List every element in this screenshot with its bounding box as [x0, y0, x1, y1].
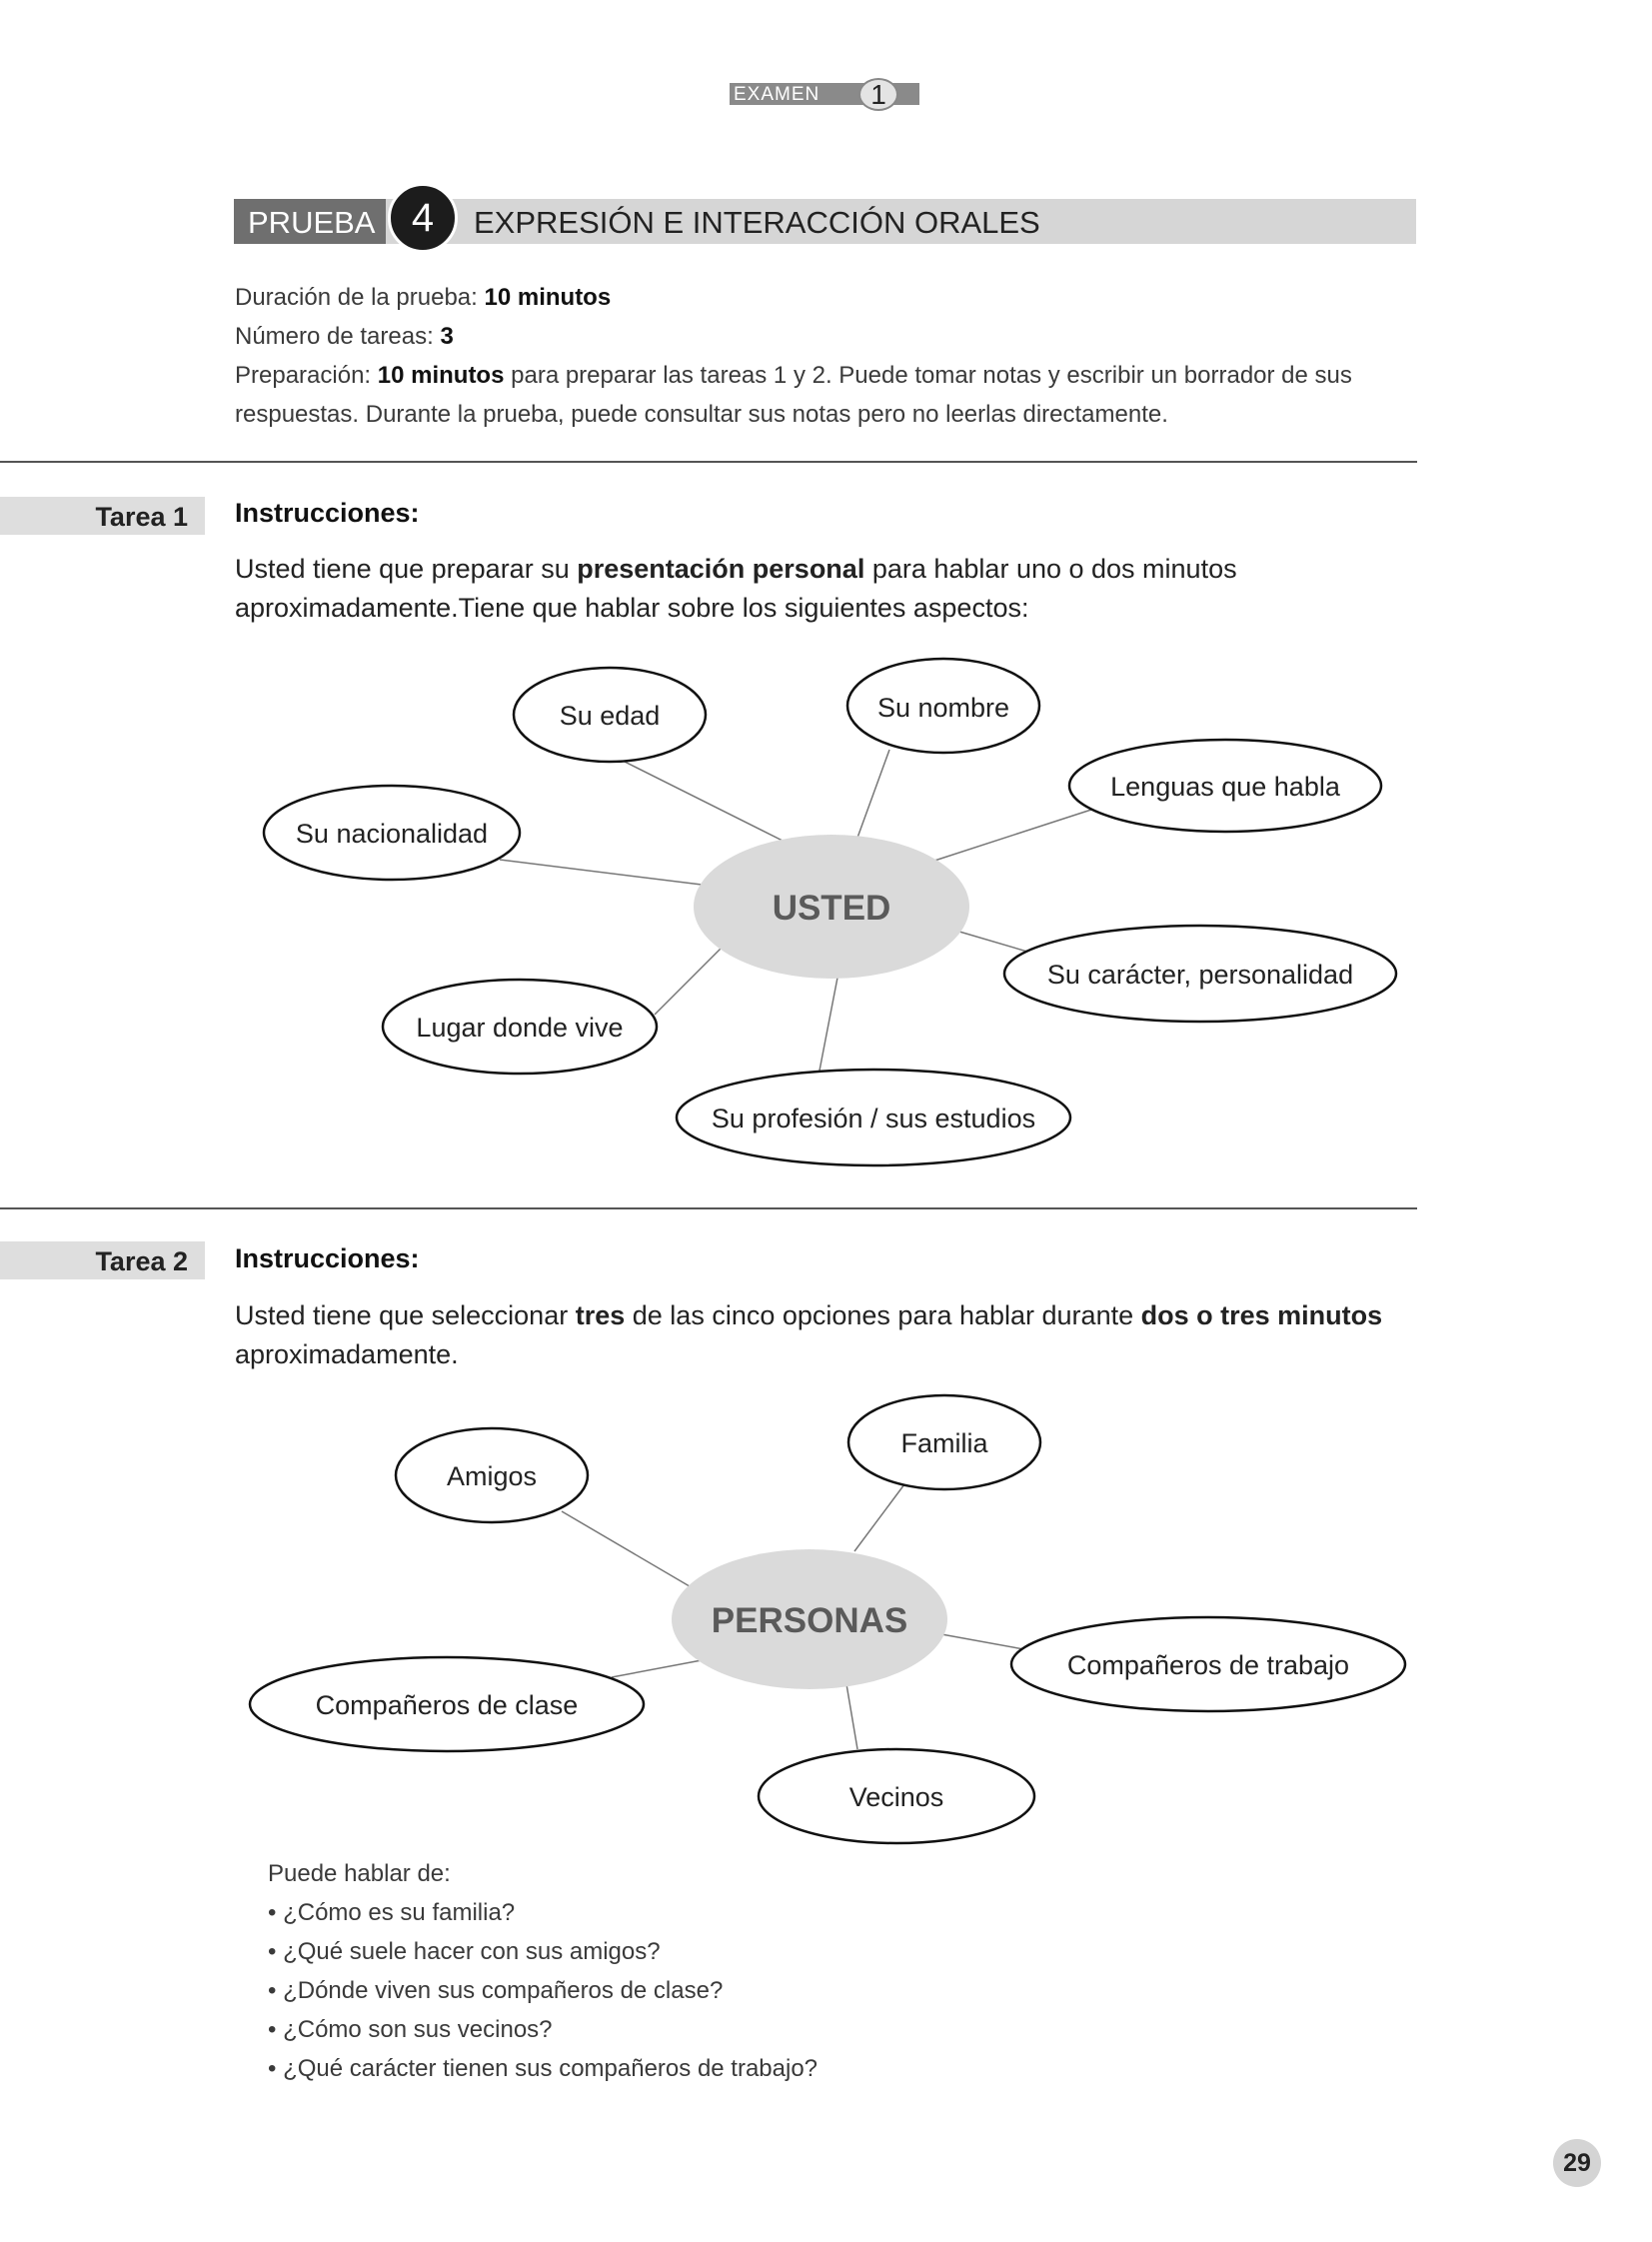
tarea-2-instructions — [235, 1296, 1419, 1374]
tarea-2-text-before: Usted tiene que seleccionar — [235, 1300, 569, 1330]
prueba-number: 4 — [388, 183, 458, 253]
node-label-vecinos: Vecinos — [848, 1782, 944, 1812]
hablar-list-block — [268, 1854, 1167, 2088]
list-item: • ¿Cómo es su familia? — [268, 1899, 516, 1926]
connector-companeros-trabajo — [941, 1634, 1029, 1650]
center-label-usted: USTED — [772, 889, 891, 928]
examen-number: 1 — [858, 78, 898, 111]
list-item: • ¿Qué carácter tienen sus compañeros de trabajo? — [268, 2055, 819, 2082]
examen-label: EXAMEN — [734, 84, 821, 105]
connector-lugar — [655, 945, 725, 1015]
tarea-2-text-bold1: tres — [575, 1300, 626, 1330]
tarea-2-label-box — [0, 1241, 205, 1279]
page-number: 29 — [1553, 2139, 1601, 2187]
list-item: • ¿Dónde viven sus compañeros de clase? — [268, 1977, 724, 2004]
node-label-companeros-trabajo: Compañeros de trabajo — [1066, 1650, 1350, 1680]
node-label-lenguas: Lenguas que habla — [1110, 772, 1340, 802]
node-label-amigos: Amigos — [446, 1461, 538, 1491]
node-label-companeros-clase: Compañeros de clase — [315, 1690, 579, 1720]
separator-2 — [0, 1207, 1417, 1209]
connector-lenguas — [931, 810, 1091, 862]
connector-profesion — [820, 978, 837, 1071]
tarea-1-label: Tarea 1 — [95, 502, 188, 532]
hablar-label: Puede hablar de: — [268, 1860, 451, 1887]
node-label-profesion: Su profesión / sus estudios — [711, 1104, 1036, 1133]
node-label-su-nombre: Su nombre — [876, 693, 1010, 723]
connector-su-edad — [617, 758, 785, 842]
tareas-value: 3 — [440, 323, 454, 350]
tarea-2-text-after: aproximadamente. — [235, 1339, 459, 1369]
preparacion-label: Preparación: — [235, 362, 372, 389]
connector-su-nombre — [857, 750, 889, 838]
tarea-2-text-middle: de las cinco opciones para hablar durante — [632, 1300, 1134, 1330]
tarea-1-heading: Instrucciones: — [235, 498, 420, 528]
node-label-caracter: Su carácter, personalidad — [1046, 960, 1354, 990]
node-label-lugar: Lugar donde vive — [416, 1013, 624, 1043]
tarea-2-heading: Instrucciones: — [235, 1243, 420, 1273]
preparacion-value: 10 minutos — [377, 362, 505, 389]
tarea-2-text-bold2: dos o tres minutos — [1140, 1300, 1383, 1330]
node-label-nacionalidad: Su nacionalidad — [295, 819, 489, 849]
preparacion-text: para preparar las tareas 1 y 2. Puede tomar notas y escribir un borrador de sus respuestas. Durante la prueba, puede consultar sus notas pero no leerlas directamente. — [235, 362, 1352, 428]
connector-familia — [854, 1484, 904, 1551]
connector-vecinos — [846, 1684, 857, 1749]
tarea-1-text-before: Usted tiene que preparar su — [235, 554, 570, 584]
duracion-value: 10 minutos — [484, 284, 612, 311]
connector-amigos — [562, 1511, 695, 1589]
tareas-label: Número de tareas: — [235, 323, 434, 350]
prueba-title: EXPRESIÓN E INTERACCIÓN ORALES — [474, 205, 1040, 240]
list-item: • ¿Qué suele hacer con sus amigos? — [268, 1938, 661, 1965]
duracion-label: Duración de la prueba: — [235, 284, 478, 311]
list-item: • ¿Cómo son sus vecinos? — [268, 2016, 553, 2043]
node-label-su-edad: Su edad — [559, 701, 661, 731]
hablar-list — [268, 1893, 1167, 2088]
connector-companeros-clase — [612, 1660, 702, 1677]
prueba-label: PRUEBA — [248, 205, 376, 240]
center-label-personas: PERSONAS — [711, 1601, 908, 1640]
tarea-1-text-bold: presentación personal — [577, 554, 865, 584]
tarea-2-label: Tarea 2 — [95, 1246, 188, 1276]
connector-nacionalidad — [500, 860, 702, 885]
tarea-1-text-after: para hablar uno o dos minutos aproximadamente.Tiene que hablar sobre los siguientes aspectos: — [235, 554, 1237, 623]
node-label-familia: Familia — [900, 1428, 988, 1458]
